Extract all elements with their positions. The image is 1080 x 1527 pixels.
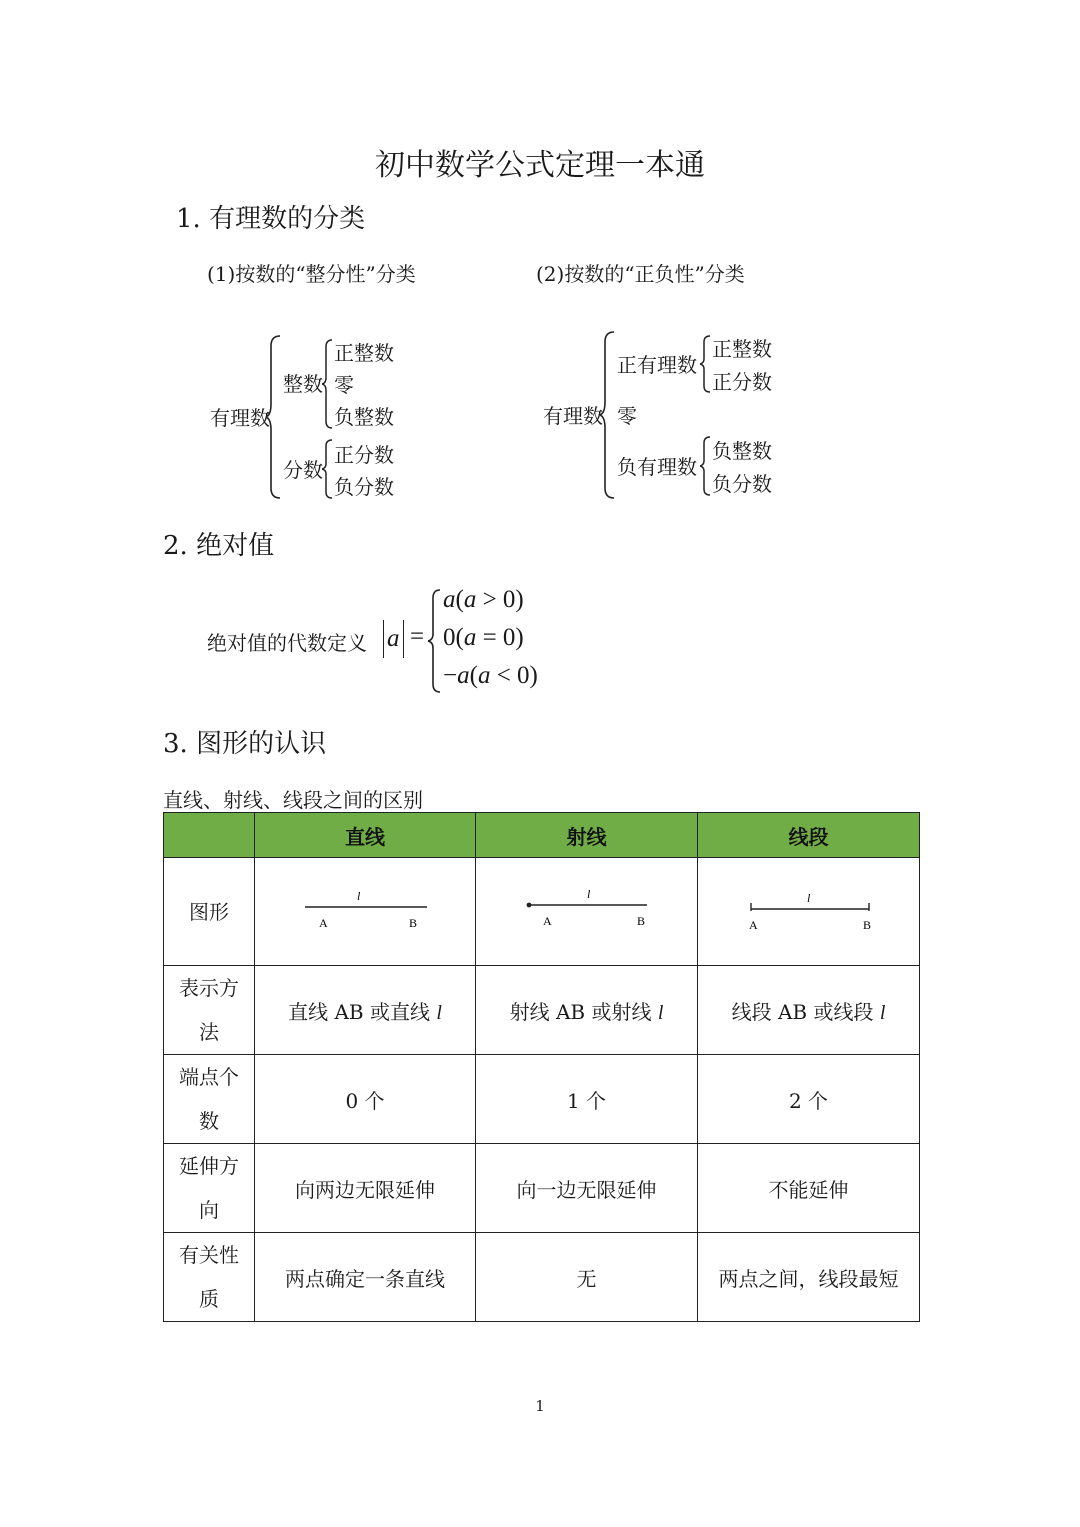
table-cell: 射线 AB 或射线 l bbox=[476, 966, 698, 1055]
svg-text:B: B bbox=[409, 915, 418, 930]
table-caption: 直线、射线、线段之间的区别 bbox=[163, 788, 423, 812]
svg-text:A: A bbox=[542, 913, 552, 928]
svg-text:B: B bbox=[862, 917, 871, 932]
table-cell: 不能延伸 bbox=[698, 1144, 920, 1233]
tree-item: 负整数 bbox=[712, 439, 772, 463]
header-segment: 线段 bbox=[698, 813, 920, 858]
row-label: 表示方 法 bbox=[164, 966, 255, 1055]
table-row bbox=[164, 1055, 920, 1144]
header-corner bbox=[164, 813, 255, 858]
tree-root: 有理数 bbox=[210, 406, 270, 430]
outer-brace bbox=[600, 330, 616, 500]
section-2-heading: 2. 绝对值 bbox=[163, 531, 275, 561]
negative-brace bbox=[700, 435, 712, 497]
piecewise-case-negative: −a(a < 0) bbox=[443, 662, 538, 689]
absolute-value-label: 绝对值的代数定义 bbox=[207, 631, 367, 655]
outer-brace bbox=[266, 334, 282, 500]
tree-item: 负整数 bbox=[334, 405, 394, 429]
figure-segment bbox=[698, 858, 920, 966]
classification-caption-sign: (2)按数的“正负性”分类 bbox=[536, 262, 745, 286]
tree-item: 零 bbox=[334, 373, 354, 397]
tree-branch-positive: 正有理数 bbox=[617, 353, 697, 377]
tree-item: 正整数 bbox=[712, 337, 772, 361]
classification-caption-integrality: (1)按数的“整分性”分类 bbox=[207, 262, 416, 286]
integers-brace bbox=[322, 338, 334, 430]
header-ray: 射线 bbox=[476, 813, 698, 858]
table-cell: 直线 AB 或直线 l bbox=[255, 966, 476, 1055]
piecewise-brace bbox=[428, 588, 442, 694]
equals-sign: = bbox=[410, 623, 425, 650]
table-cell: 两点确定一条直线 bbox=[255, 1233, 476, 1322]
table-cell: 两点之间，线段最短 bbox=[698, 1233, 920, 1322]
tree-item: 负分数 bbox=[334, 475, 394, 499]
table-row bbox=[164, 966, 920, 1055]
tree-branch-integers: 整数 bbox=[283, 372, 323, 396]
piecewise-case-positive: a(a > 0) bbox=[443, 586, 524, 613]
table-cell: 0 个 bbox=[255, 1055, 476, 1144]
svg-text:l: l bbox=[806, 890, 810, 905]
table-cell: 向一边无限延伸 bbox=[476, 1144, 698, 1233]
svg-text:l: l bbox=[357, 888, 361, 903]
table-cell: 2 个 bbox=[698, 1055, 920, 1144]
tree-branch-negative: 负有理数 bbox=[617, 455, 697, 479]
table-row bbox=[164, 858, 920, 966]
row-label: 端点个 数 bbox=[164, 1055, 255, 1144]
table-cell: 线段 AB 或线段 l bbox=[698, 966, 920, 1055]
positive-brace bbox=[700, 334, 712, 394]
tree-item: 负分数 bbox=[712, 472, 772, 496]
table-cell: 1 个 bbox=[476, 1055, 698, 1144]
row-label: 延伸方 向 bbox=[164, 1144, 255, 1233]
table-cell: 无 bbox=[476, 1233, 698, 1322]
svg-text:l: l bbox=[586, 886, 590, 901]
tree-middle-zero: 零 bbox=[617, 404, 637, 428]
table-row bbox=[164, 1233, 920, 1322]
figure-ray bbox=[476, 858, 698, 966]
tree-item: 正整数 bbox=[334, 341, 394, 365]
svg-text:A: A bbox=[748, 917, 758, 932]
header-line: 直线 bbox=[255, 813, 476, 858]
table-cell: 向两边无限延伸 bbox=[255, 1144, 476, 1233]
svg-text:A: A bbox=[319, 915, 328, 930]
tree-branch-fractions: 分数 bbox=[283, 458, 323, 482]
table-row bbox=[164, 1144, 920, 1233]
tree-item: 正分数 bbox=[712, 370, 772, 394]
row-label: 图形 bbox=[164, 858, 255, 966]
abs-a: a bbox=[383, 620, 404, 658]
piecewise-case-zero: 0(a = 0) bbox=[443, 624, 524, 651]
table-header-row bbox=[164, 813, 920, 858]
tree-item: 正分数 bbox=[334, 443, 394, 467]
svg-text:B: B bbox=[636, 913, 645, 928]
section-1-heading: 1. 有理数的分类 bbox=[176, 204, 366, 234]
page-number: 1 bbox=[535, 1397, 545, 1415]
tree-root: 有理数 bbox=[543, 404, 603, 428]
fractions-brace bbox=[322, 438, 334, 500]
comparison-table bbox=[163, 812, 920, 1322]
section-3-heading: 3. 图形的认识 bbox=[163, 729, 327, 759]
figure-line bbox=[255, 858, 476, 966]
page-title: 初中数学公式定理一本通 bbox=[375, 148, 705, 183]
row-label: 有关性 质 bbox=[164, 1233, 255, 1322]
